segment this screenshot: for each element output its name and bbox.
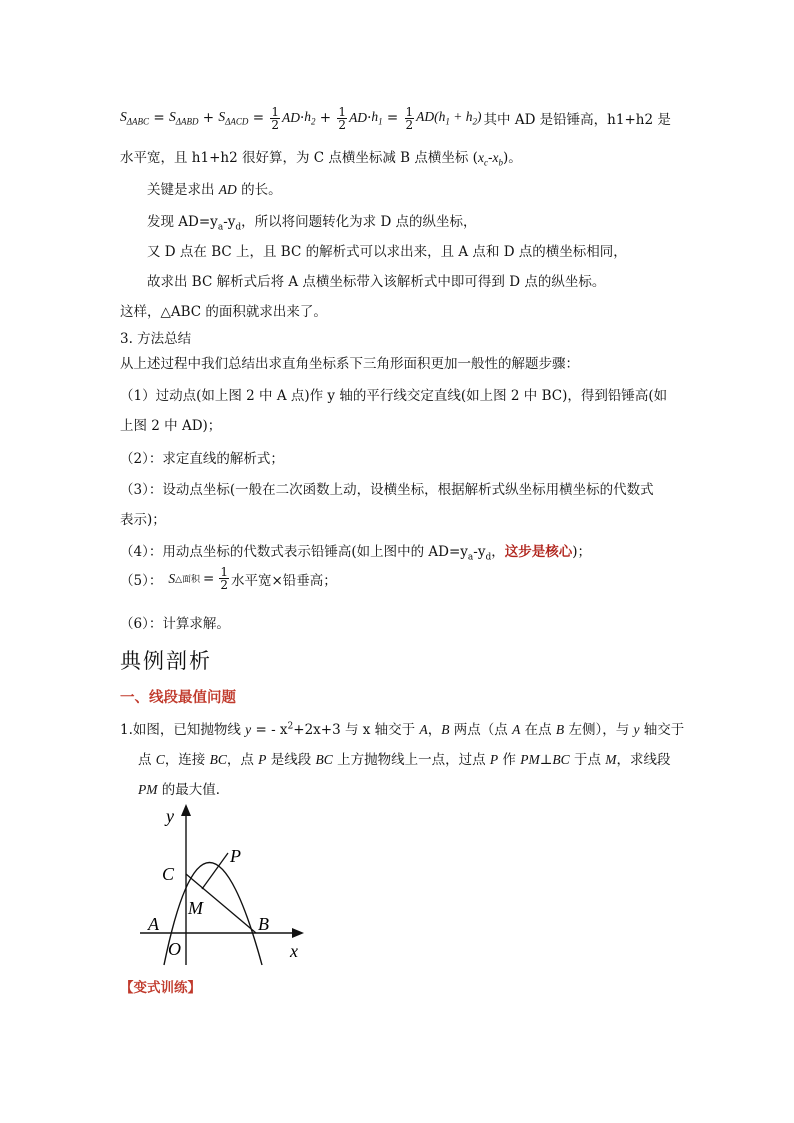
formula-ad: AD xyxy=(281,110,300,125)
para-thus: 这样，△ABC 的面积就求出来了。 xyxy=(120,304,327,320)
para-key: 关键是求出 AD 的长。 xyxy=(147,182,282,198)
step-1b: 上图 2 中 AD)； xyxy=(120,418,222,434)
step-4: （4）：用动点坐标的代数式表示铅锤高(如上图中的 $AD=y_a-y_d$，这步是核心)； xyxy=(120,544,592,563)
y-axis-arrow xyxy=(181,804,191,816)
question-line-2: 点 C，连接 BC，点 P 是线段 BC 上方抛物线上一点，过点 P 作 PM⊥BC 于点 M，求线段 xyxy=(138,752,671,768)
formula-paren: $AD(h_1 + h_2)$ xyxy=(416,109,482,127)
area-formula: $S_{\Delta ABC}$ = $S_{\Delta ABD}$ + $S_{\Delta ACD}$ = $\frac{1}{2}$ AD · $h_2$ + $\frac{1}{2}$ AD · $h_1$ = $\frac{1}{2}$ $AD(h_1 + h_2)$ 其中 AD 是铅锤高，h1+h2 是 xyxy=(120,104,671,132)
formula-ad-2: AD xyxy=(349,110,368,125)
formula-term1: $S_{\Delta ABD}$ xyxy=(168,109,199,127)
training-tag: 【变式训练】 xyxy=(120,980,201,996)
formula-h2: $h_2$ xyxy=(304,109,316,127)
core-step-highlight: 这步是核心 xyxy=(504,544,573,560)
step-2: （2）：求定直线的解析式； xyxy=(120,451,284,467)
formula-lhs: $S_{\Delta ABC}$ xyxy=(120,109,150,127)
para-again: 又 D 点在 BC 上，且 BC 的解析式可以求出来，且 A 点和 D 点的横坐标相同， xyxy=(147,244,627,260)
label-y: y xyxy=(166,806,174,826)
x-axis-arrow xyxy=(292,928,304,938)
section-heading: 典例剖析 xyxy=(120,649,212,673)
para-so: 故求出 BC 解析式后将 A 点横坐标带入该解析式中即可得到 D 点的纵坐标。 xyxy=(147,274,606,290)
subsection-title: 一、线段最值问题 xyxy=(120,689,236,706)
fraction-half-3: $\frac{1}{2}$ xyxy=(405,104,414,132)
label-o: O xyxy=(168,939,181,959)
formula-term2: $S_{\Delta ACD}$ xyxy=(218,109,249,127)
fraction-half: $\frac{1}{2}$ xyxy=(271,104,279,132)
fraction-half-2: $\frac{1}{2}$ xyxy=(338,104,347,132)
label-p: P xyxy=(230,846,241,866)
step-5: （5）： S △面积 = $\frac{1}{2}$ 水平宽×铅垂高； xyxy=(120,565,337,592)
step-6: （6）：计算求解。 xyxy=(120,616,230,632)
para-horizontal-width: 水平宽，且 h1+h2 很好算，为 C 点横坐标减 B 点横坐标 $(x_c-x_b)$。 xyxy=(120,150,522,168)
step-3a: （3）：设动点坐标(一般在二次函数上动，设横坐标，根据解析式纵坐标用横坐标的代数式 xyxy=(120,482,654,498)
parabola-figure xyxy=(130,800,320,970)
label-c: C xyxy=(162,864,175,884)
method-title: 3. 方法总结 xyxy=(120,331,192,347)
fraction-half-step5: $\frac{1}{2}$ xyxy=(220,565,228,592)
label-x: x xyxy=(290,941,298,961)
label-m: M xyxy=(188,898,203,918)
method-intro: 从上述过程中我们总结出求直角坐标系下三角形面积更加一般性的解题步骤： xyxy=(120,356,579,372)
label-b: B xyxy=(258,914,269,934)
formula-h1: $h_1$ xyxy=(371,109,383,127)
question-line-3: PM 的最大值． xyxy=(138,782,230,798)
para-find: 发现 $AD=y_a-y_d$，所以将问题转化为求 D 点的纵坐标， xyxy=(147,214,477,233)
step-3b: 表示)； xyxy=(120,512,166,528)
label-a: A xyxy=(148,914,159,934)
step-1a: （1）过动点(如上图 2 中 A 点)作 y 轴的平行线交定直线(如上图 2 中 BC)，得到铅锤高(如 xyxy=(120,388,668,404)
question-line-1: 1.如图，已知抛物线 y = - $x^2+2x+3$ 与 x 轴交于 A，B 两点（点 A 在点 B 左侧），与 y 轴交于 xyxy=(120,721,685,738)
formula-tail: 其中 AD 是铅锤高，h1+h2 是 xyxy=(483,112,671,128)
